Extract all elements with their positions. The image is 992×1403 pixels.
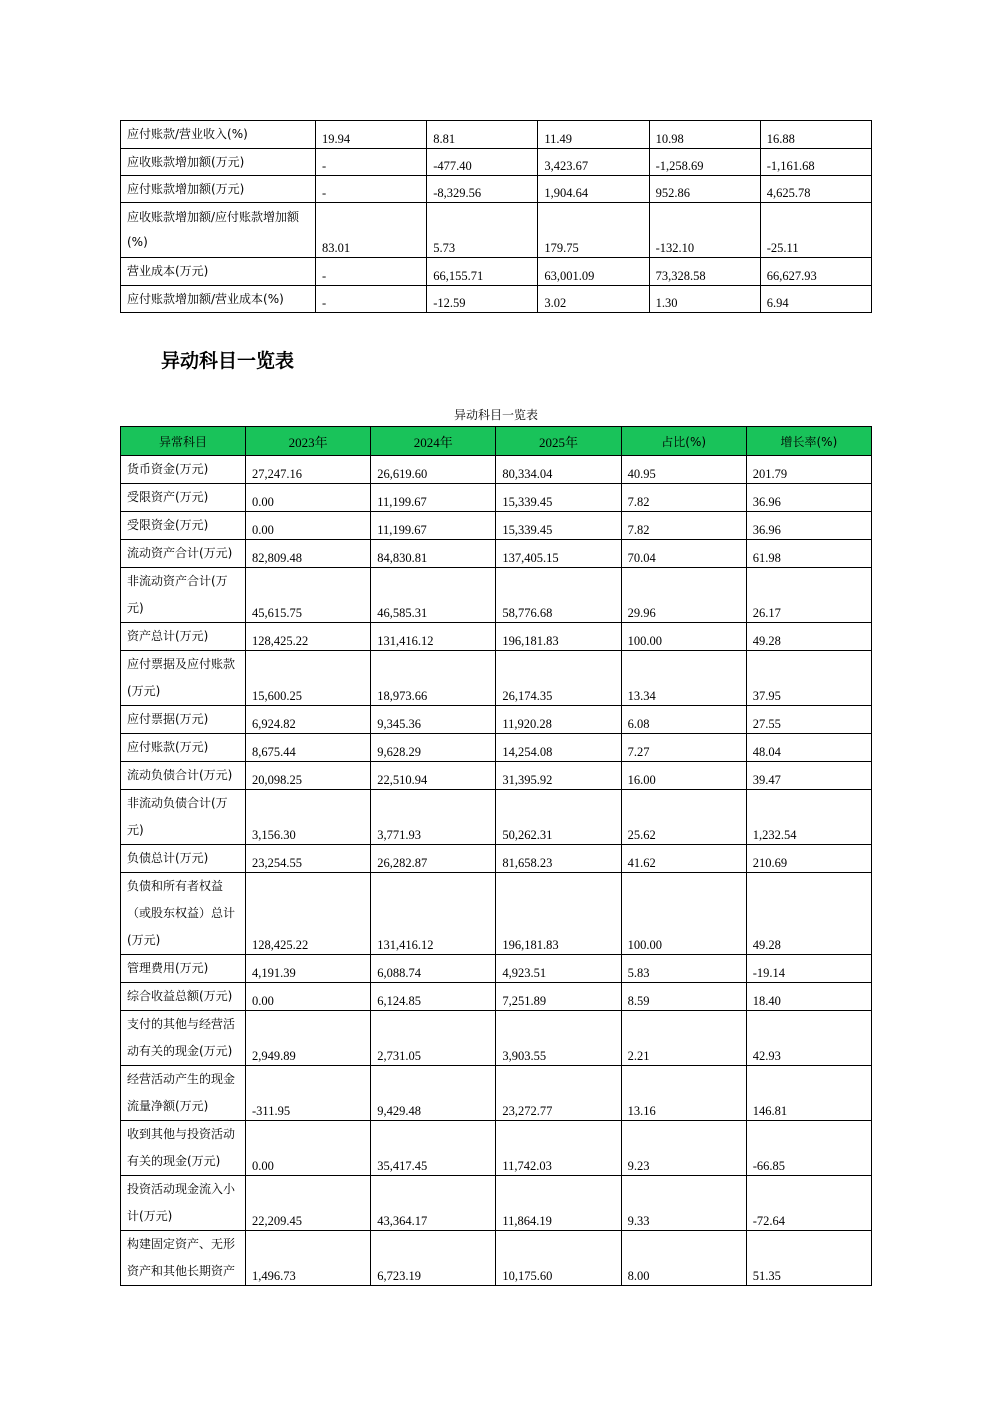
cell-value: 9,345.36 [371,706,496,734]
table-row [121,762,872,790]
table-row [121,651,872,706]
cell-value: 37.95 [746,651,871,706]
row-label: 应付账款增加额/营业成本(%) [121,286,316,313]
table-row [121,845,872,873]
row-label: 应收账款增加额/应付账款增加额(%) [121,203,316,258]
cell-value: -66.85 [746,1121,871,1176]
cell-value: 83.01 [316,203,427,258]
table-row [121,790,872,845]
cell-value: 36.96 [746,512,871,540]
cell-value: 66,155.71 [427,258,538,286]
cell-value: 63,001.09 [538,258,649,286]
row-label: 应收账款增加额(万元) [121,149,316,176]
cell-value: -72.64 [746,1176,871,1231]
header-item: 异常科目 [121,427,246,456]
cell-value: 16.00 [621,762,746,790]
cell-value: 19.94 [316,121,427,149]
cell-value: 42.93 [746,1011,871,1066]
table-row [121,456,872,484]
cell-value: -19.14 [746,955,871,983]
table-row [121,734,872,762]
cell-value: 6,124.85 [371,983,496,1011]
cell-value: 22,510.94 [371,762,496,790]
cell-value: -311.95 [246,1066,371,1121]
cell-value: 22,209.45 [246,1176,371,1231]
cell-value: 48.04 [746,734,871,762]
cell-value: 131,416.12 [371,873,496,955]
row-label: 非流动资产合计(万元) [121,568,246,623]
cell-value: 20,098.25 [246,762,371,790]
cell-value: 25.62 [621,790,746,845]
cell-value: 128,425.22 [246,623,371,651]
row-label: 负债和所有者权益（或股东权益）总计(万元) [121,873,246,955]
cell-value: 73,328.58 [649,258,760,286]
table-row [121,873,872,955]
cell-value: 2.21 [621,1011,746,1066]
cell-value: 196,181.83 [496,873,621,955]
row-label: 应付票据及应付账款(万元) [121,651,246,706]
cell-value: - [316,176,427,203]
cell-value: 4,625.78 [760,176,871,203]
table-row [121,121,872,149]
cell-value: 13.16 [621,1066,746,1121]
table-row [121,706,872,734]
cell-value: 1,232.54 [746,790,871,845]
table-row [121,258,872,286]
cell-value: 100.00 [621,623,746,651]
cell-value: 3,903.55 [496,1011,621,1066]
section-title: 异动科目一览表 [161,350,295,372]
cell-value: 23,254.55 [246,845,371,873]
row-label: 构建固定资产、无形资产和其他长期资产 [121,1231,246,1286]
row-label: 负债总计(万元) [121,845,246,873]
cell-value: -8,329.56 [427,176,538,203]
cell-value: 40.95 [621,456,746,484]
cell-value: 1,904.64 [538,176,649,203]
cell-value: 23,272.77 [496,1066,621,1121]
cell-value: 137,405.15 [496,540,621,568]
cell-value: 11,199.67 [371,512,496,540]
cell-value: 8.81 [427,121,538,149]
cell-value: 201.79 [746,456,871,484]
cell-value: 45,615.75 [246,568,371,623]
cell-value: 4,191.39 [246,955,371,983]
cell-value: 6.94 [760,286,871,313]
cell-value: 9,429.48 [371,1066,496,1121]
table-row [121,176,872,203]
cell-value: 26.17 [746,568,871,623]
cell-value: 41.62 [621,845,746,873]
cell-value: 46,585.31 [371,568,496,623]
cell-value: 3,423.67 [538,149,649,176]
row-label: 非流动负债合计(万元) [121,790,246,845]
header-2023: 2023年 [246,427,371,456]
row-label: 应付票据(万元) [121,706,246,734]
cell-value: -132.10 [649,203,760,258]
table-row [121,568,872,623]
cell-value: 7.27 [621,734,746,762]
row-label: 收到其他与投资活动有关的现金(万元) [121,1121,246,1176]
cell-value: -12.59 [427,286,538,313]
row-label: 应付账款增加额(万元) [121,176,316,203]
cell-value: 146.81 [746,1066,871,1121]
cell-value: 11,920.28 [496,706,621,734]
cell-value: 50,262.31 [496,790,621,845]
cell-value: 80,334.04 [496,456,621,484]
row-label: 货币资金(万元) [121,456,246,484]
cell-value: 29.96 [621,568,746,623]
cell-value: 1,496.73 [246,1231,371,1286]
row-label: 管理费用(万元) [121,955,246,983]
row-label: 经营活动产生的现金流量净额(万元) [121,1066,246,1121]
table-row [121,983,872,1011]
table-caption: 异动科目一览表 [453,408,538,422]
cell-value: 84,830.81 [371,540,496,568]
cell-value: 35,417.45 [371,1121,496,1176]
table-row [121,512,872,540]
cell-value: - [316,286,427,313]
cell-value: 13.34 [621,651,746,706]
ratio-table [120,120,872,313]
cell-value: 26,619.60 [371,456,496,484]
table-row [121,203,872,258]
cell-value: 7.82 [621,512,746,540]
cell-value: 2,949.89 [246,1011,371,1066]
cell-value: 6,723.19 [371,1231,496,1286]
abnormal-items-table [120,426,872,1286]
row-label: 综合收益总额(万元) [121,983,246,1011]
cell-value: 952.86 [649,176,760,203]
table-row [121,149,872,176]
cell-value: 49.28 [746,873,871,955]
cell-value: 10.98 [649,121,760,149]
cell-value: 9,628.29 [371,734,496,762]
cell-value: 82,809.48 [246,540,371,568]
row-label: 投资活动现金流入小计(万元) [121,1176,246,1231]
cell-value: 43,364.17 [371,1176,496,1231]
cell-value: 14,254.08 [496,734,621,762]
cell-value: 6,924.82 [246,706,371,734]
cell-value: -477.40 [427,149,538,176]
row-label: 流动资产合计(万元) [121,540,246,568]
cell-value: 58,776.68 [496,568,621,623]
cell-value: 196,181.83 [496,623,621,651]
cell-value: 5.73 [427,203,538,258]
cell-value: 9.33 [621,1176,746,1231]
table-row [121,955,872,983]
cell-value: 4,923.51 [496,955,621,983]
cell-value: 8.00 [621,1231,746,1286]
cell-value: 18,973.66 [371,651,496,706]
cell-value: 36.96 [746,484,871,512]
cell-value: 49.28 [746,623,871,651]
table-row [121,1121,872,1176]
row-label: 营业成本(万元) [121,258,316,286]
row-label: 应付账款(万元) [121,734,246,762]
cell-value: 15,600.25 [246,651,371,706]
cell-value: 15,339.45 [496,512,621,540]
table-row [121,1011,872,1066]
cell-value: 70.04 [621,540,746,568]
header-2025: 2025年 [496,427,621,456]
table-row [121,286,872,313]
cell-value: 131,416.12 [371,623,496,651]
cell-value: - [316,258,427,286]
cell-value: 81,658.23 [496,845,621,873]
cell-value: 3,771.93 [371,790,496,845]
cell-value: 8.59 [621,983,746,1011]
cell-value: 6,088.74 [371,955,496,983]
cell-value: 11.49 [538,121,649,149]
row-label: 受限资产(万元) [121,484,246,512]
cell-value: 18.40 [746,983,871,1011]
cell-value: 8,675.44 [246,734,371,762]
cell-value: 9.23 [621,1121,746,1176]
cell-value: 26,174.35 [496,651,621,706]
cell-value: 0.00 [246,512,371,540]
cell-value: 16.88 [760,121,871,149]
header-2024: 2024年 [371,427,496,456]
cell-value: 7.82 [621,484,746,512]
cell-value: -1,161.68 [760,149,871,176]
cell-value: -1,258.69 [649,149,760,176]
cell-value: 3,156.30 [246,790,371,845]
cell-value: 179.75 [538,203,649,258]
table-row [121,623,872,651]
cell-value: 0.00 [246,484,371,512]
table-row [121,540,872,568]
cell-value: 31,395.92 [496,762,621,790]
cell-value: 128,425.22 [246,873,371,955]
header-share: 占比(%) [621,427,746,456]
table-row [121,1066,872,1121]
cell-value: 0.00 [246,983,371,1011]
cell-value: 0.00 [246,1121,371,1176]
cell-value: 10,175.60 [496,1231,621,1286]
cell-value: 27.55 [746,706,871,734]
cell-value: 100.00 [621,873,746,955]
row-label: 流动负债合计(万元) [121,762,246,790]
table-header-row [121,427,872,456]
cell-value: - [316,149,427,176]
cell-value: 61.98 [746,540,871,568]
row-label: 支付的其他与经营活动有关的现金(万元) [121,1011,246,1066]
row-label: 资产总计(万元) [121,623,246,651]
cell-value: 39.47 [746,762,871,790]
cell-value: 11,742.03 [496,1121,621,1176]
cell-value: 1.30 [649,286,760,313]
cell-value: 27,247.16 [246,456,371,484]
cell-value: 11,199.67 [371,484,496,512]
cell-value: 11,864.19 [496,1176,621,1231]
row-label: 应付账款/营业收入(%) [121,121,316,149]
row-label: 受限资金(万元) [121,512,246,540]
table-row [121,484,872,512]
cell-value: 66,627.93 [760,258,871,286]
header-growth: 增长率(%) [746,427,871,456]
table-row [121,1176,872,1231]
cell-value: 3.02 [538,286,649,313]
cell-value: 51.35 [746,1231,871,1286]
cell-value: 2,731.05 [371,1011,496,1066]
cell-value: 5.83 [621,955,746,983]
cell-value: 6.08 [621,706,746,734]
cell-value: 26,282.87 [371,845,496,873]
cell-value: 15,339.45 [496,484,621,512]
cell-value: -25.11 [760,203,871,258]
cell-value: 7,251.89 [496,983,621,1011]
cell-value: 210.69 [746,845,871,873]
table-row [121,1231,872,1286]
